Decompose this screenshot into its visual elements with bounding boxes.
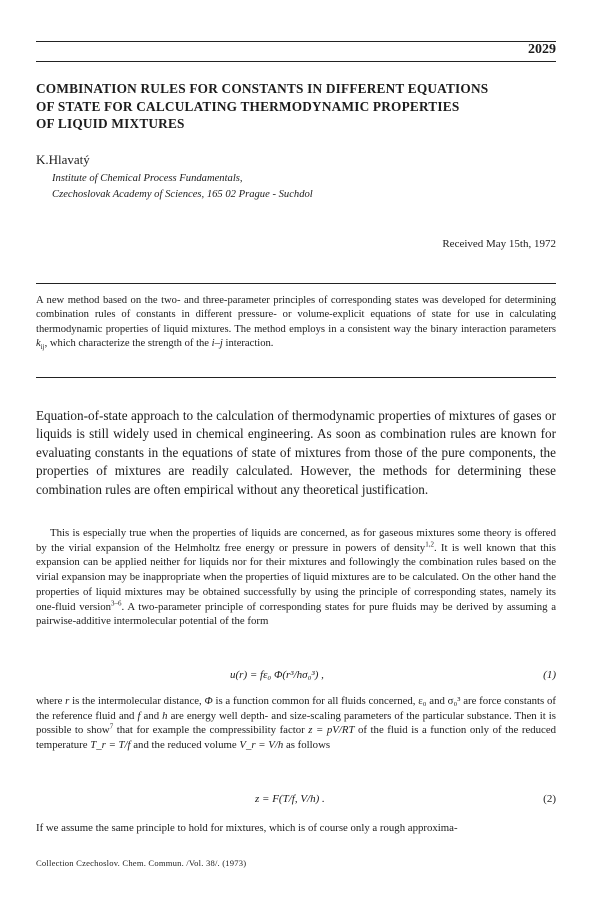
symbol-h: h: [162, 709, 168, 722]
paragraph-text: that for example the compressibility factor: [113, 724, 309, 737]
paragraph-text: of the fluid is a function only of the reduced temperature: [36, 724, 557, 752]
symbol-phi: Φ: [204, 695, 213, 707]
equation-2-number: (2): [543, 793, 556, 805]
abstract-text: A new method based on the two- and three-parameter principles of corresponding states was developed for determining combination rules of constants in different pressure- or volume-explicit equations of state for use in calculating thermodynamic properties of liquid mixtures. The method employs in a consistent way the binary interaction parameters: [36, 295, 556, 335]
paragraph-text: is the intermolecular distance,: [69, 695, 205, 707]
footer-citation: Collection Czechoslov. Chem. Commun. /Vol. 38/. (1973): [36, 858, 247, 868]
body-paragraph: [36, 694, 556, 753]
reference-mark: 3–6: [111, 598, 122, 607]
affiliation-line: Institute of Chemical Process Fundamentals,: [52, 173, 243, 184]
paragraph-text: . It is well known that this expansion can be applied neither for liquids nor for their mixtures and followingly the combination rules based on the virial expansion may be inappropriate when the properties of liquid mixtures are to be calculated. On the other hand the properties of liquid mixtures may be obtained successfully by using the principle of corresponding states, namely its one-fluid version: [36, 541, 556, 613]
header-rule: [36, 61, 556, 62]
equation-2: z = F(T/f, V/h) .: [255, 793, 325, 805]
equation-1: u(r) = fε₀ Φ(r³/hσ₀³) ,: [230, 669, 324, 681]
title-line: OF LIQUID MIXTURES: [36, 116, 185, 131]
symbol-f: f: [137, 709, 141, 722]
title-line: OF STATE FOR CALCULATING THERMODYNAMIC PROPERTIES: [36, 98, 460, 114]
received-date: Received May 15th, 1972: [442, 238, 556, 250]
paragraph-text: . A two-parameter principle of corresponding states for pure fluids may be derived by assuming a pairwise-additive intermolecular potential of the form: [36, 600, 556, 628]
abstract-k: k: [36, 337, 41, 349]
paragraph-text: as follows: [283, 739, 331, 752]
top-rule: [36, 41, 556, 42]
affiliation: [52, 171, 313, 203]
symbol-r: r: [65, 695, 70, 707]
compressibility-expr: z = pV/RT: [308, 724, 355, 737]
abstract-text: interaction.: [222, 337, 274, 349]
body-paragraph: [36, 526, 556, 629]
abstract: [36, 294, 556, 351]
abstract-k-sub: ij: [40, 343, 45, 351]
article-title: [36, 80, 566, 133]
paragraph-text: and: [140, 709, 163, 722]
equation-1-number: (1): [543, 669, 556, 681]
reduced-volume-expr: V_r = V/h: [239, 739, 284, 752]
reference-mark: 7: [109, 722, 114, 731]
reduced-temperature-expr: T_r = T/f: [90, 739, 131, 752]
paragraph-text: and the reduced volume: [130, 739, 240, 752]
intro-paragraph: Equation-of-state approach to the calculation of thermodynamic properties of mixtures of gases or liquids is still widely used in chemical engineering. As soon as combination rules are known for evaluating constants in the equations of state of mixtures from those of the pure components, the properties of mixtures are readily calculated. However, the methods for determining these combination rules are often empirical without any theoretical justification.: [36, 408, 556, 497]
abstract-top-rule: [36, 283, 556, 284]
body-paragraph: If we assume the same principle to hold for mixtures, which is of course only a rough approxima-: [36, 822, 458, 834]
paragraph-text: are energy well depth- and size-scaling parameters of the particular substance. Then it is possible to show: [36, 709, 556, 737]
author-name: K.Hlavatý: [36, 152, 90, 167]
affiliation-line: Czechoslovak Academy of Sciences, 165 02 Prague - Suchdol: [52, 189, 313, 200]
title-line: COMBINATION RULES FOR CONSTANTS IN DIFFERENT EQUATIONS: [36, 81, 489, 96]
paragraph-text: is a function common for all fluids concerned, ε₀ and σ₀³ are force constants of the reference fluid and: [36, 695, 556, 722]
paragraph-text: where: [36, 695, 66, 707]
abstract-text: , which characterize the strength of the: [44, 337, 212, 349]
reference-mark: 1,2: [425, 540, 434, 549]
paragraph-text: This is especially true when the properties of liquids are concerned, as for gaseous mixtures some theory is offered by the virial expansion of the Helmholtz free energy or pressure in powers of density: [36, 527, 556, 554]
abstract-ij: i–j: [211, 337, 223, 349]
abstract-bottom-rule: [36, 377, 556, 378]
page-number: 2029: [528, 42, 556, 57]
